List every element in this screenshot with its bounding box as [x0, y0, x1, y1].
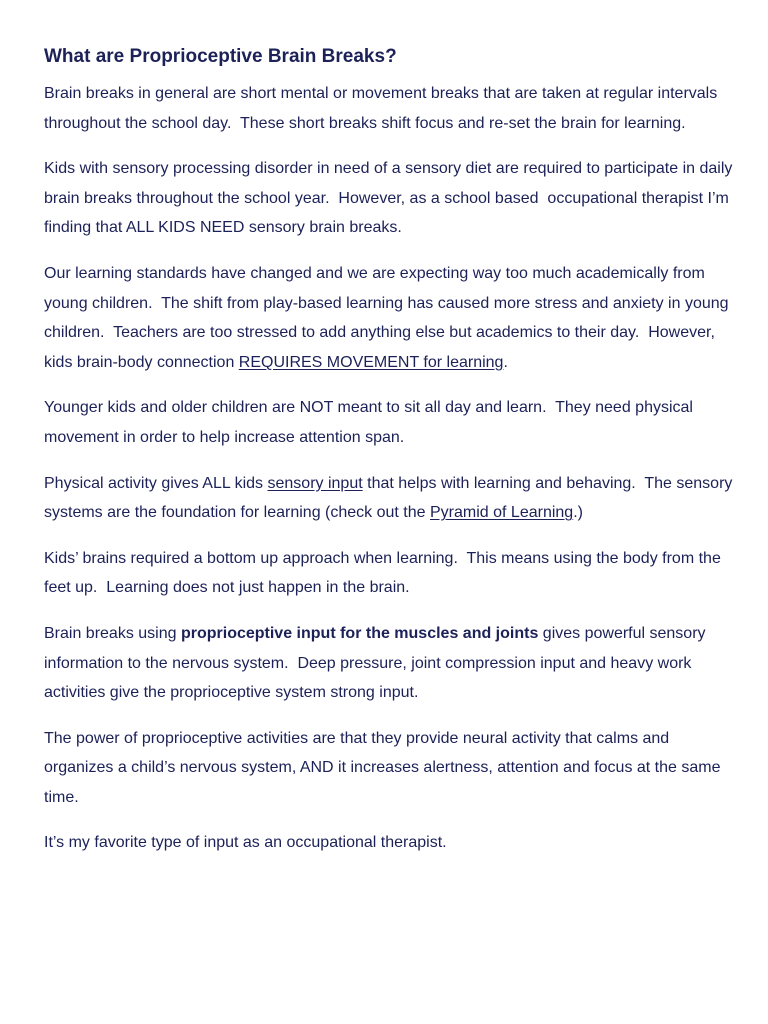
article-title: What are Proprioceptive Brain Breaks? [44, 46, 397, 67]
sensory-input-link[interactable]: sensory input [267, 474, 363, 492]
paragraph-text: Physical activity gives ALL kids [44, 474, 268, 492]
paragraph-sitting-all-day: Younger kids and older children are NOT meant to sit all day and learn. They need physical movement in order to help increase attention span. [44, 399, 698, 446]
requires-movement-link[interactable]: REQUIRES MOVEMENT for learning [238, 353, 504, 371]
emphasis-muscles-joints: proprioceptive input for the muscles and joints [180, 624, 539, 642]
pyramid-of-learning-link[interactable]: Pyramid of Learning [430, 504, 574, 522]
paragraph-text: .) [573, 504, 583, 522]
paragraph-physical-activity [44, 469, 737, 528]
paragraph-favorite-input: It’s my favorite type of input as an occupational therapist. [44, 834, 447, 852]
paragraph-brain-breaks-definition: Brain breaks in general are short mental or movement breaks that are taken at regular intervals throughout the school day. These short breaks shift focus and re-set the brain for learning. [44, 85, 722, 132]
paragraph-text: Brain breaks using [44, 624, 181, 642]
paragraph-text: Our learning standards have changed and we are expecting way too much academically from young children. The shift from play-based learning has caused more stress and anxiety in young children. Teachers are too stressed to add anything else but academics to their day. However, kids brain-body connection [44, 264, 733, 371]
paragraph-text: that helps with learning and behaving. The sensory systems are the foundation for learning (check out the [44, 474, 737, 522]
paragraph-learning-standards [44, 259, 734, 377]
paragraph-proprioceptive-input [44, 619, 734, 708]
paragraph-text: . [503, 353, 508, 371]
paragraph-bottom-up-approach: Kids’ brains required a bottom up approach when learning. This means using the body from the feet up. Learning does not just happen in the brain. [44, 549, 726, 597]
article [44, 44, 737, 874]
paragraph-sensory-processing: Kids with sensory processing disorder in need of a sensory diet are required to participate in daily brain breaks throughout the school year. However, as a school based occupational therapist I’m finding that ALL KIDS NEED sensory brain breaks. [44, 160, 737, 237]
paragraph-power-of-activities: The power of proprioceptive activities are that they provide neural activity that calms and organizes a child’s nervous system, AND it increases alertness, attention and focus at the same time. [44, 729, 725, 806]
paragraph-text: gives powerful sensory information to the nervous system. Deep pressure, joint compression input and heavy work activities give the proprioceptive system strong input. [44, 624, 710, 702]
